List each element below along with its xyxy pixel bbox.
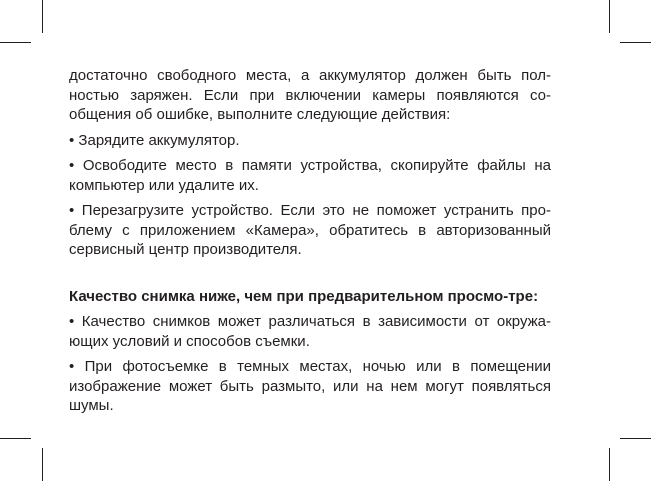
- crop-mark-bottom-right-horizontal: [620, 438, 651, 439]
- crop-mark-top-left-vertical: [42, 0, 43, 33]
- intro-paragraph: достаточно свободного места, а аккумулятор должен быть пол-ностью заряжен. Если при включении камеры появляются со-общения об ошибке, выполните следующие действия:: [69, 67, 551, 123]
- crop-mark-top-right-horizontal: [620, 42, 651, 43]
- quality-item-conditions: • Качество снимков может различаться в зависимости от окружа-ющих условий и способов съемки.: [69, 313, 551, 350]
- crop-mark-bottom-left-vertical: [42, 448, 43, 481]
- crop-mark-top-left-horizontal: [0, 42, 31, 43]
- crop-mark-bottom-left-horizontal: [0, 438, 31, 439]
- step-restart-device: • Перезагрузите устройство. Если это не поможет устранить про-блему с приложением «Камера», обратитесь в авторизованный сервисный центр производителя.: [69, 202, 551, 258]
- step-free-memory: • Освободите место в памяти устройства, скопируйте файлы на компьютер или удалите их.: [69, 157, 551, 194]
- quality-item-dark-scenes: • При фотосъемке в темных местах, ночью или в помещении изображение может быть размыто, или на нем могут появляться шумы.: [69, 358, 551, 414]
- crop-mark-top-right-vertical: [609, 0, 610, 33]
- crop-mark-bottom-right-vertical: [609, 448, 610, 481]
- section-heading: Качество снимка ниже, чем при предварительном просмо-тре:: [69, 287, 539, 305]
- step-charge-battery: • Зарядите аккумулятор.: [69, 131, 240, 149]
- document-body: [69, 66, 551, 422]
